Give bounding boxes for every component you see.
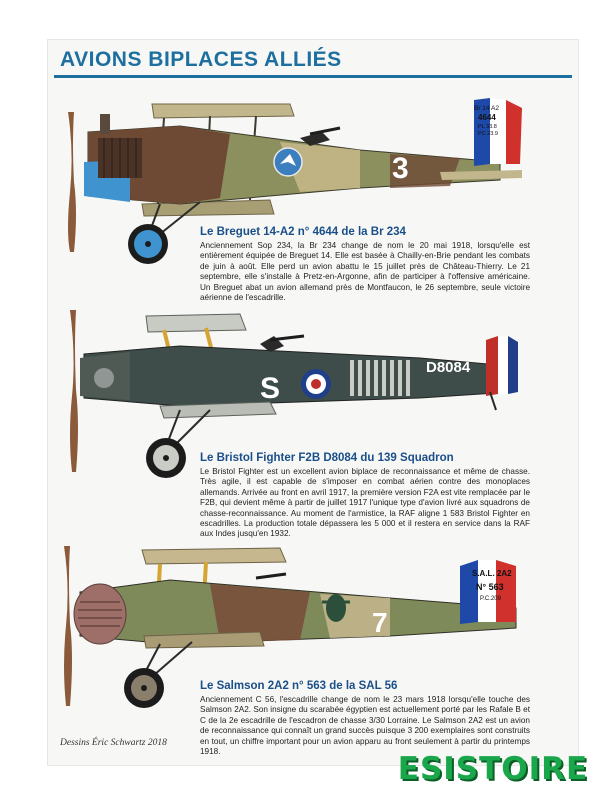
salmson-propeller bbox=[64, 546, 72, 706]
breguet-upper-wing bbox=[152, 104, 294, 118]
salmson-caption bbox=[200, 680, 530, 757]
breguet-caption-text: Anciennement Sop 234, la Br 234 change de nom le 20 mai 1918, lorsqu'elle est entièrement équipée de Breguet 14. Elle est basée à Chailly-en-Brie pendant les combats de juin à août. Elle perd un avion abattu le 15 juillet près de Château-Thierry. Le 21 septembre, elle s'installe à Pretz-en-Argonne, afin de participer à l'offensive américaine. Un Breguet abat un avion allemand près de Montfaucon, le 26 septembre, seule victoire aérienne de l'escadrille. bbox=[200, 241, 530, 303]
bristol-fuselage bbox=[84, 346, 510, 406]
breguet-tail-marking-3: PL 33.8 bbox=[478, 124, 497, 130]
breguet-caption bbox=[200, 226, 530, 303]
breguet-propeller bbox=[68, 112, 76, 252]
esistoire-logo bbox=[395, 748, 591, 790]
bristol-caption-title: Le Bristol Fighter F2B D8084 du 139 Squadron bbox=[200, 452, 454, 464]
page-title: AVIONS BIPLACES ALLIÉS bbox=[60, 48, 342, 71]
logo-text: ESISTOIRE bbox=[397, 751, 589, 787]
bristol-caption bbox=[200, 452, 530, 540]
salmson-tail-marking-2: N° 563 bbox=[476, 582, 504, 592]
illustration-credit: Dessins Éric Schwartz 2018 bbox=[60, 738, 167, 748]
salmson-fuselage-number: 7 bbox=[372, 607, 388, 638]
salmson-radial-engine bbox=[74, 584, 126, 644]
bristol-propeller bbox=[70, 310, 78, 472]
title-bar bbox=[54, 44, 572, 78]
bristol-roundel bbox=[301, 369, 331, 399]
breguet-fuselage-number: 3 bbox=[392, 152, 409, 185]
salmson-upper-wing bbox=[142, 548, 286, 564]
breguet-tail-marking-1: Br 14 A2 bbox=[474, 105, 499, 112]
salmson-scarab-insignia bbox=[326, 594, 346, 622]
salmson-caption-title: Le Salmson 2A2 n° 563 de la SAL 56 bbox=[200, 680, 398, 692]
title-underline bbox=[54, 75, 572, 78]
bristol-upper-wing bbox=[146, 314, 246, 332]
bristol-caption-text: Le Bristol Fighter est un excellent avion biplace de reconnaissance et même de chasse. Très agile, il est capable de s'imposer en combat aérien contre des monoplaces allemands. Arrivée au front en avril 1917, la première version F2A est vite remplacée par le F2B, qui devient même à partir de juillet 1917 l'unique type d'avion livré aux squadrons de chasse-reconnaissance. Au moment de l'armistice, la RAF aligne 1 583 Bristol Fighter en escadrilles. La production totale dépassera les 5 000 et il restera en service dans la RAF aux Indes jusqu'en 1932. bbox=[200, 467, 530, 539]
bristol-serial: D8084 bbox=[426, 359, 471, 376]
salmson-caption-text: Anciennement C 56, l'escadrille change de nom le 23 mars 1918 lorsqu'elle touche des Salmson 2A2. Son insigne du scarabée égyptien est actuellement porté par les Rafale B et C de la 2e escadrille de l'escadron de chasse 3/30 Lorraine. Le Salmson 2A2 est un avion de reconnaissance qui connaît un grand succès puisque 3 200 exemplaires sont construits en tout, un chiffre important pour un avion apparu au front seulement à partir du printemps 1918. bbox=[200, 695, 530, 757]
salmson-tail-marking-1: S.A.L. 2A2 bbox=[472, 569, 512, 578]
breguet-caption-title: Le Breguet 14-A2 n° 4644 de la Br 234 bbox=[200, 226, 406, 238]
breguet-tail-marking-4: PC 23.9 bbox=[478, 131, 498, 137]
bristol-fuselage-letter: S bbox=[260, 372, 281, 405]
bristol-rudder-stripes bbox=[486, 336, 518, 396]
breguet-tail-marking-2: 4644 bbox=[478, 113, 496, 122]
salmson-tail-marking-3: P.C.209 bbox=[480, 596, 501, 602]
